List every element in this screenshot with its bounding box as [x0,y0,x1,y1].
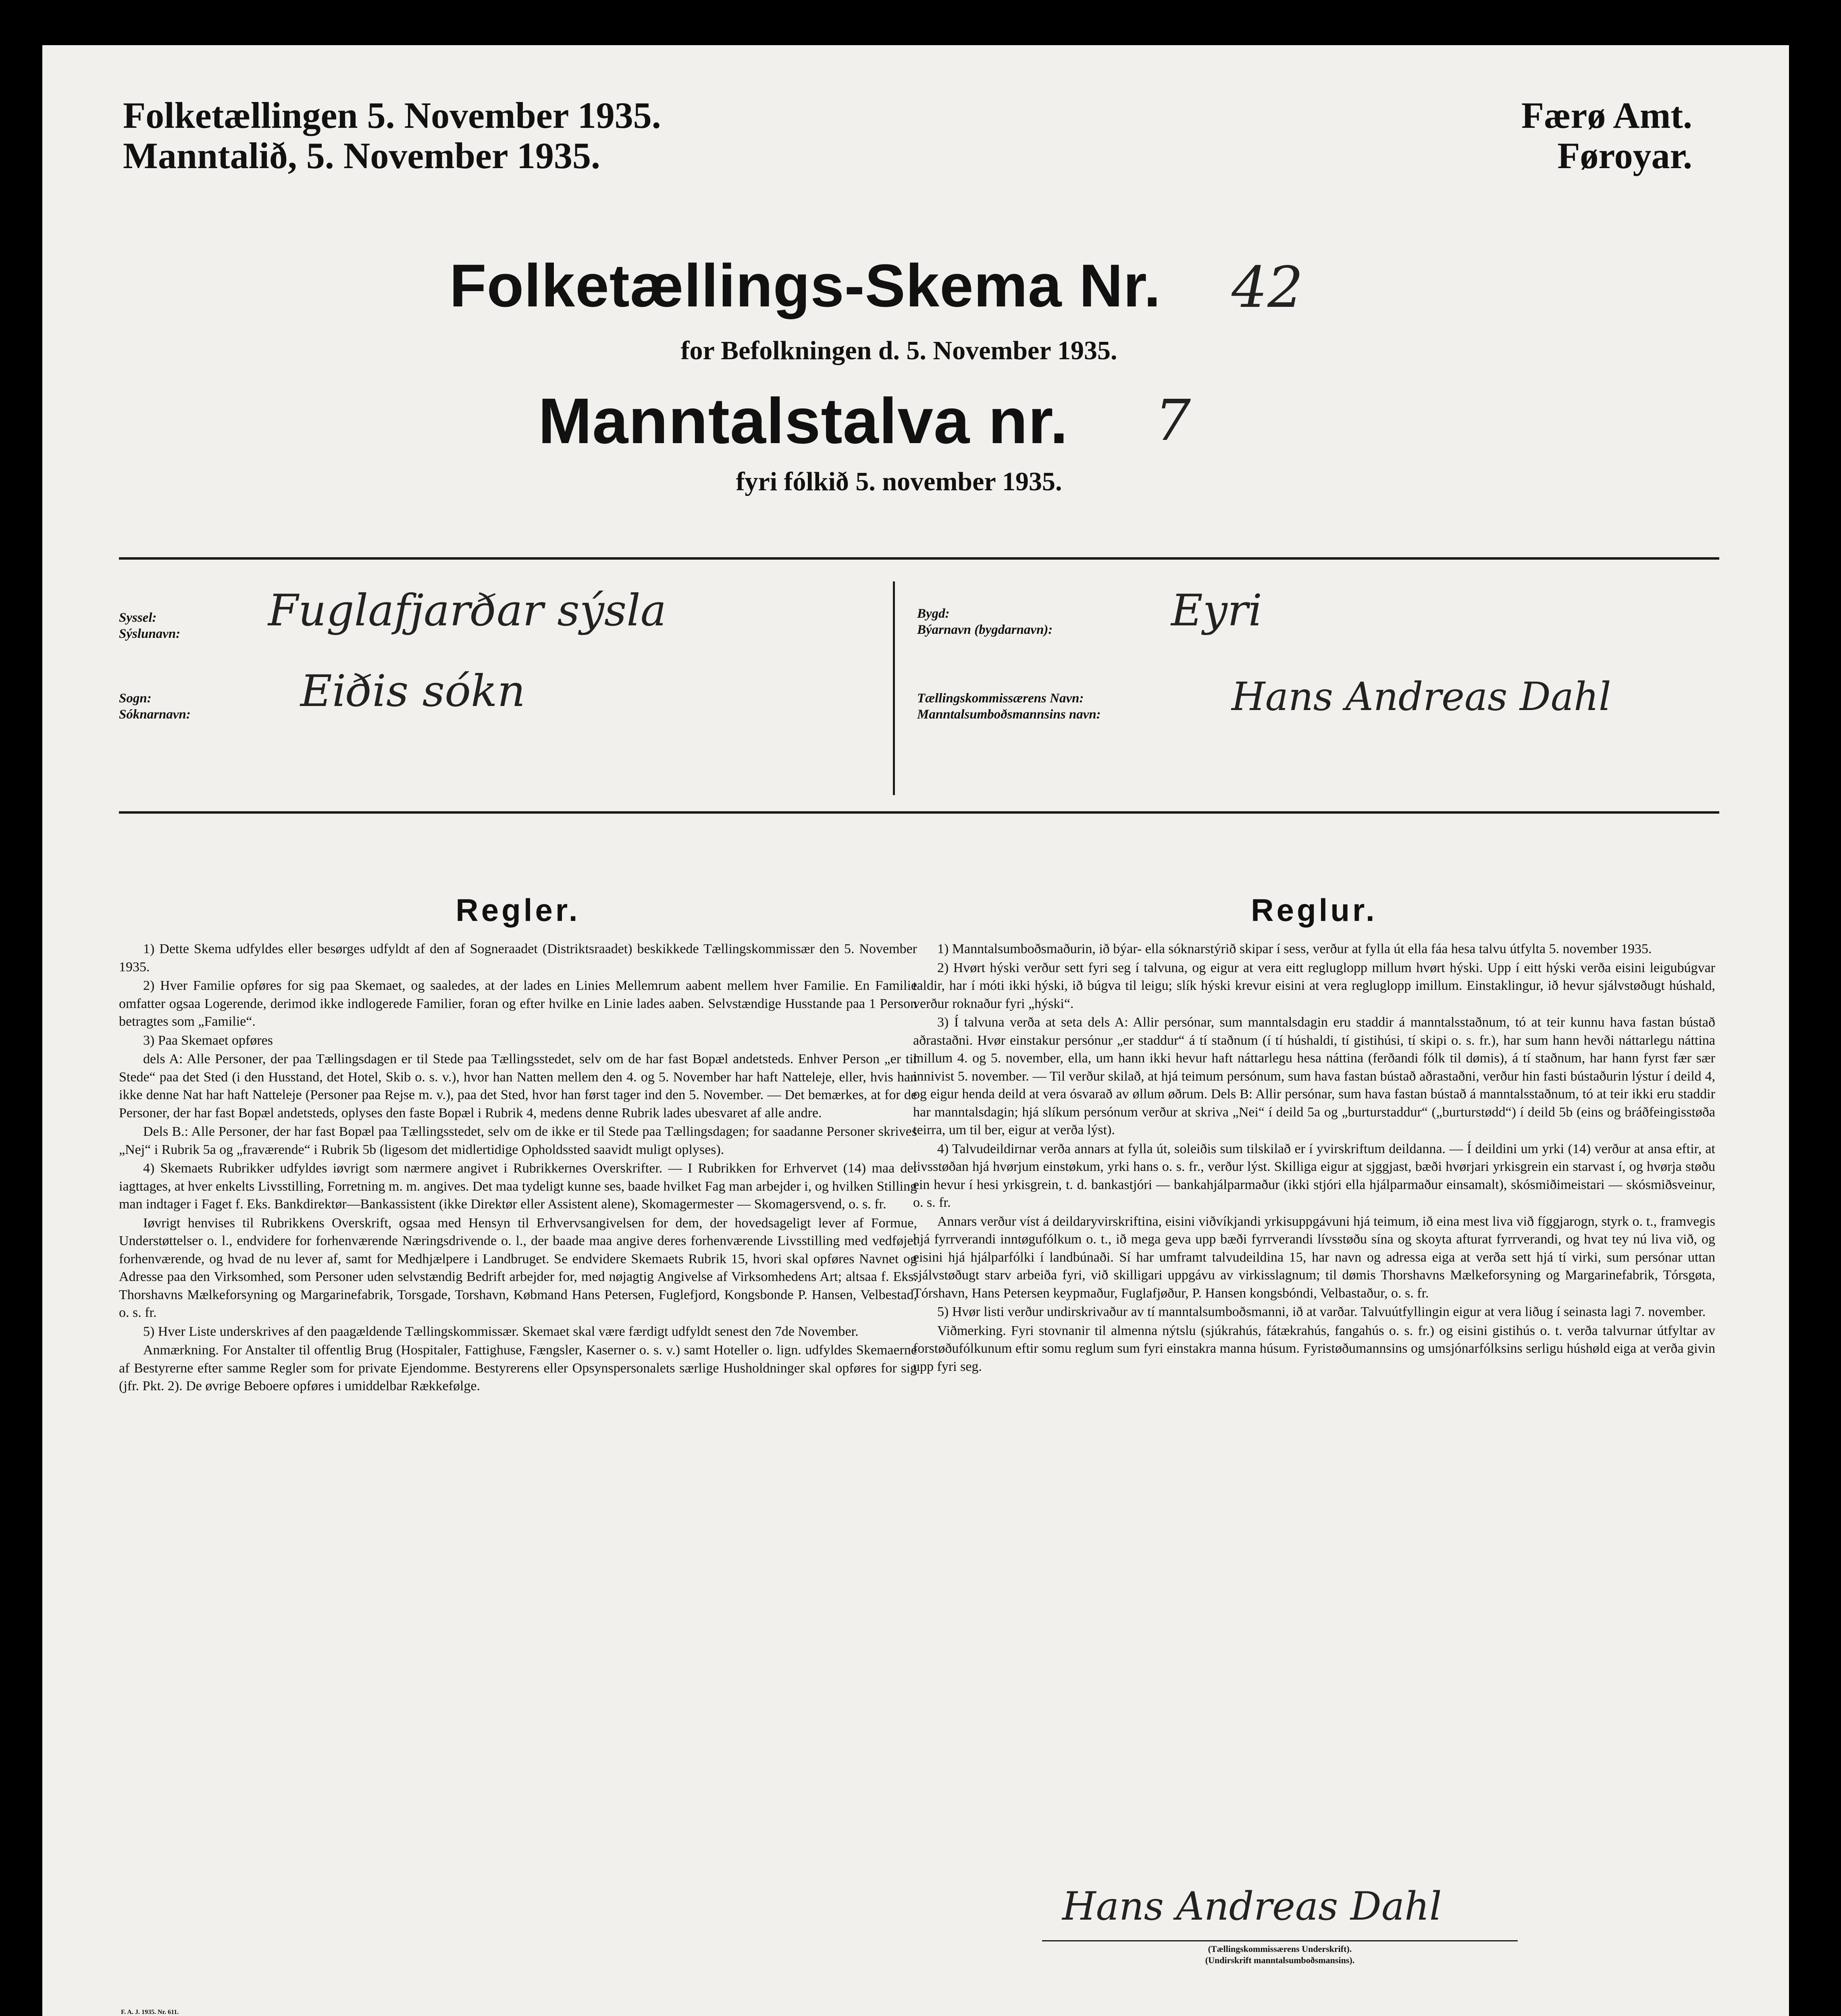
reglur-item-2: 2) Hvørt hýski verður sett fyri seg í talvuna, og eigur at vera eitt regluglopp millum hvørt hýski. Upp í eitt hýski verða eisini leigubúgvar taldir, har í móti ikki hýski, ið búgva til leigu; slík hýski krevur eisini at vera regluglopp imillum. Einstaklingur, ið hevur sjálvstøðugt húshald, verður roknaður fyri „hýski“. [913,960,1715,1011]
regler-item-2: 2) Hver Familie opføres for sig paa Skemaet, og saaledes, at der lades en Linies Mellemrum aabent mellem hver Familie. En Familie omfatter ogsaa Logerende, derimod ikke indlogerede Familier, foran og efter hvilke en Linie lades aaben. Selvstændige Husstande paa 1 Person betragtes som „Familie“. [119,978,917,1029]
regler-item-3: 3) Paa Skemaet opføres [143,1033,273,1048]
bygd-value: Eyri [1171,585,1263,636]
regler-item-3a: dels A: Alle Personer, der paa Tællingsdagen er til Stede paa Tællingsstedet, selv om de har fast Bopæl andetsteds. Enhver Person „er til Stede“ paa det Sted (i den Husstand, det Hotel, Skib o. s. v.), hvor han Natten mellem den 4. og 5. November har haft Natteleje, eller, hvis han ikke denne Nat har haft Natteleje (Personer paa Rejse m. v.), paa det Sted, hvor han først tager ind den 5. November. — Det bemærkes, at for de Personer, der har fast Bopæl andetsteds, oplyses den faste Bopæl i Rubrik 4, medens denne Rubrik lades ubesvaret af alle andre. [119,1052,917,1120]
form-number-fo: 7 [1155,388,1191,454]
form-title-fo: Manntalstalva nr. [538,385,1069,457]
header-right-line2: Føroyar. [1557,135,1692,176]
form-subtitle-fo: fyri fólkið 5. november 1935. [736,467,1062,496]
regler-text [119,940,917,1396]
signature: Hans Andreas Dahl [1062,1884,1442,1929]
reglur-title: Reglur. [1251,892,1377,928]
form-title: Folketællings-Skema Nr. [449,252,1161,319]
syssel-value: Fuglafjarðar sýsla [268,585,667,636]
header-left-line2: Manntalið, 5. November 1935. [123,135,601,176]
signature-line [1042,1940,1518,1941]
reglur-item-3: 3) Í talvuna verða at seta dels A: Allir persónar, sum manntalsdagin eru staddir á manntalsstaðnum, tó at teir kunnu hava fastan bústað aðrastaðni. Hvør einstakur persónur „er staddur“ á tí staðnum (í tí húshaldi, tí gistihúsi, tí skipi o. s. fr.), har sum hann hevði náttarlegu náttina millum 4. og 5. november, ella, um hann ikki hevur haft náttarlegu hesa náttina (ferðandi fólk til dømis), á tí staðnum, har hann fyrst fær sær innivist 5. november. — Til verður skilað, at hjá teimum persónum, sum hava fastan bústað aðrastaðni, verður hin fasti bústaðurin lýstur í deild 4, og eigur henda deild at vera ósvarað av øllum øðrum. Dels B: Allir persónar, sum hava fastan bústað á manntalsstaðnum, tó at teir ikki eru staddir har manntalsdagin; hjá slíkum persónum verður at skriva „Nei“ í deild 5a og „burturstaddur“ („burturstødd“) í deild 5b (eins og bráðfeingisstøða teirra, um til ber, eigur at verða lýst). [913,1015,1715,1137]
divider-top [119,557,1719,560]
sogn-label: Sogn: Sóknarnavn: [119,691,191,722]
reglur-text [913,940,1715,1377]
reglur-note: Viðmerking. Fyri stovnanir til almenna nýtslu (sjúkrahús, fátækrahús, fangahús o. s. fr.) og eisini gistihús o. t. verða talvurnar útfyltar av forstøðufólkunum eftir somu reglum sum fyri einstakra manna húsum. Fyristøðumannsins og umsjónarfólksins serligu húshøld eiga at verða givin upp fyri seg. [913,1323,1715,1374]
signature-caption: (Tællingskommissærens Underskrift). (Undirskrift manntalsumboðsmansins). [1205,1944,1355,1965]
form-number: 42 [1231,255,1304,321]
form-subtitle-da: for Befolkningen d. 5. November 1935. [680,336,1117,365]
regler-item-4b: Iøvrigt henvises til Rubrikkens Overskrift, ogsaa med Hensyn til Erhvervsangivelsen for dem, der hovedsageligt lever af Formue, Understøttelser o. l., endvidere for forhenværende Næringsdrivende o. l., der baade maa angive deres forhenværende Livsstilling med vedføjet forhenværende, og hvad de nu lever af, samt for Medhjælpere i Landbruget. Se endvidere Skemaets Rubrik 15, hvori skal opføres Navnet og Adresse paa den Virksomhed, som Personer uden selvstændig Bedrift arbejder for, med nøjagtig Angivelse af Virksomhedens Art; altsaa f. Eks. Thorshavns Mælkeforsyning og Margarinefabrik, Torsgade, Torshavn, Købmand Hans Petersen, Fuglefjord, Kongsbonde P. Hansen, Velbestad, o. s. fr. [119,1215,917,1320]
regler-item-4: 4) Skemaets Rubrikker udfyldes iøvrigt som nærmere angivet i Rubrikkernes Overskrifter. — I Rubrikken for Erhvervet (14) maa det iagttages, at hver enkelts Livsstilling, Forretning m. m. angives. Det maa tydeligt kunne ses, baade hvilket Fag man arbejder i, og hvilken Stilling man indtager i Faget f. Eks. Bankdirektør—Bankassistent (ikke Direktør eller Assistent alene), Skomagermester — Skomagersvend, o. s. fr. [119,1161,917,1212]
census-form-page [42,45,1789,2016]
regler-item-5: 5) Hver Liste underskrives af den paagældende Tællingskommissær. Skemaet skal være færdigt udfyldt senest den 7de November. [143,1324,859,1339]
regler-item-3b: Dels B.: Alle Personer, der har fast Bopæl paa Tællingsstedet, selv om de ikke er til Stede paa Tællingsdagen; for saadanne Personer skrives „Nej“ i Rubrik 5a og „fraværende“ i Rubrik 5b (ligesom det midlertidige Opholdssted saavidt muligt oplyses). [119,1124,917,1157]
sogn-value: Eiðis sókn [300,666,526,716]
kommissaer-value: Hans Andreas Dahl [1231,674,1611,719]
divider-bottom [119,811,1719,814]
header-left-line1: Folketællingen 5. November 1935. [123,95,661,136]
divider-vertical [893,581,895,795]
header-right-line1: Færø Amt. [1521,95,1692,136]
kommissaer-label: Tællingskommissærens Navn: Manntalsumboðsmannsins navn: [917,691,1101,722]
reglur-item-5: 5) Hvør listi verður undirskrivaður av tí manntalsumboðsmanni, ið at varðar. Talvuútfyllingin eigur at vera liðug í seinasta lagi 7. november. [937,1304,1706,1319]
reglur-item-4b: Annars verður víst á deildaryvirskriftina, eisini viðvíkjandi yrkisuppgávuni hjá teimum, ið eina mest liva við fíggjarogn, styrk o. t., framvegis hjá fyrrverandi inntøgufólkum o. t., ið mega geva upp bæði fyrrverandi lívsstøðu sína og skoyta afturat fyrrverandi, og hvat tey nú liva við, og eisini hjá hjálparfólki í landbúnaði. Sí har umframt talvudeildina 15, har navn og adressa eiga at verða sett hjá tí virki, sum persónar uttan sjálvstøðugt starv arbeiða fyri, við skilligari uppgávu av virkisslagnum; til dømis Thorshavns Mælkeforsyning og Margarinefabrik, Tórsgøta, Tórshavn, Hans Petersen keypmaður, Fuglafjøður, P. Hansen kongsbóndi, Velbastaður, o. s. fr. [913,1214,1715,1301]
regler-item-1: 1) Dette Skema udfyldes eller besørges udfyldt af den af Sogneraadet (Distriktsraadet) beskikkede Tællingskommissær den 5. November 1935. [119,941,917,975]
reglur-item-1: 1) Manntalsumboðsmaðurin, ið býar- ella sóknarstýrið skipar í sess, verður at fylla út ella fáa hesa talvu útfylta 5. november 1935. [937,941,1652,956]
reglur-item-4: 4) Talvudeildirnar verða annars at fylla út, soleiðis sum tilskilað er í yvirskriftum deildanna. — Í deildini um yrki (14) verður at ansa eftir, at livsstøðan hjá hvørjum einstøkum, yrki hans o. s. fr., verður lýst. Skilliga eigur at sjggjast, bæði hvørjari yrkisgrein ein starvast í, og hvørja støðu ein hevur í hesi yrkisgrein, t. d. bankastjóri — bankahjálparmaður (ikki stjóri ella hjálparmaður einsamalt), skósmiðimeistari — skósmiðsveinur, o. s. fr. [913,1141,1715,1210]
bygd-label: Bygd: Býarnavn (bygdarnavn): [917,606,1053,637]
regler-note: Anmærkning. For Anstalter til offentlig Brug (Hospitaler, Fattighuse, Fængsler, Kaserner o. s. v.) samt Hoteller o. lign. udfyldes Skemaerne af Bestyrerne efter samme Regler som for private Ejendomme. Bestyrerens eller Opsynspersonalets særlige Husholdninger skal opføres for sig (jfr. Pkt. 2). De øvrige Beboere opføres i umiddelbar Rækkefølge. [119,1343,917,1393]
regler-title: Regler. [456,892,580,928]
printer-code: F. A. J. 1935. Nr. 611. [121,2009,179,2016]
syssel-label: Syssel: Sýslunavn: [119,610,181,641]
